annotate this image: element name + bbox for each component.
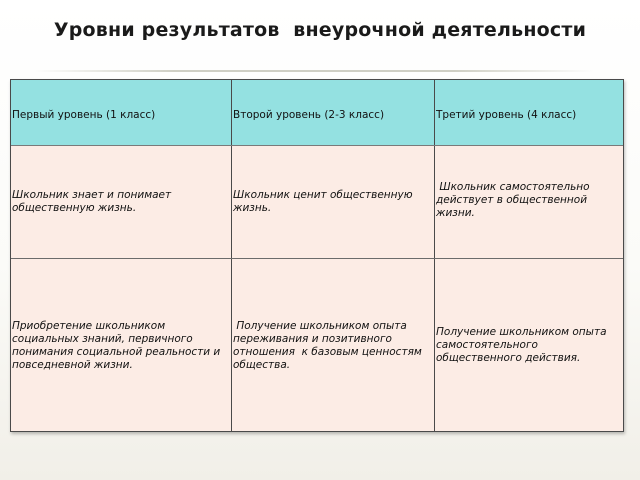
- header-first-level: Первый уровень (1 класс): [11, 80, 231, 145]
- header-third-level: Третий уровень (4 класс): [434, 80, 623, 145]
- row2-third-level: Получение школьником опыта самостоятельного общественного действия.: [434, 258, 623, 431]
- row2-first-level: Приобретение школьником социальных знаний, первичного понимания социальной реальности и повседневной жизни.: [11, 258, 231, 431]
- column-divider: [231, 80, 232, 431]
- slide-title: Уровни результатов внеурочной деятельности: [53, 19, 587, 41]
- row1-first-level: Школьник знает и понимает общественную жизнь.: [11, 145, 231, 258]
- row1-second-level: Школьник ценит общественную жизнь.: [231, 145, 434, 258]
- row-divider: [11, 258, 623, 259]
- row-divider: [11, 145, 623, 146]
- row2-second-level: Получение школьником опыта переживания и позитивного отношения к базовым ценностям общества.: [231, 258, 434, 431]
- row1-third-level: Школьник самостоятельно действует в общественной жизни.: [434, 145, 623, 258]
- title-divider: [34, 70, 594, 72]
- column-divider: [434, 80, 435, 431]
- results-levels-table: [10, 79, 624, 432]
- header-second-level: Второй уровень (2-3 класс): [231, 80, 434, 145]
